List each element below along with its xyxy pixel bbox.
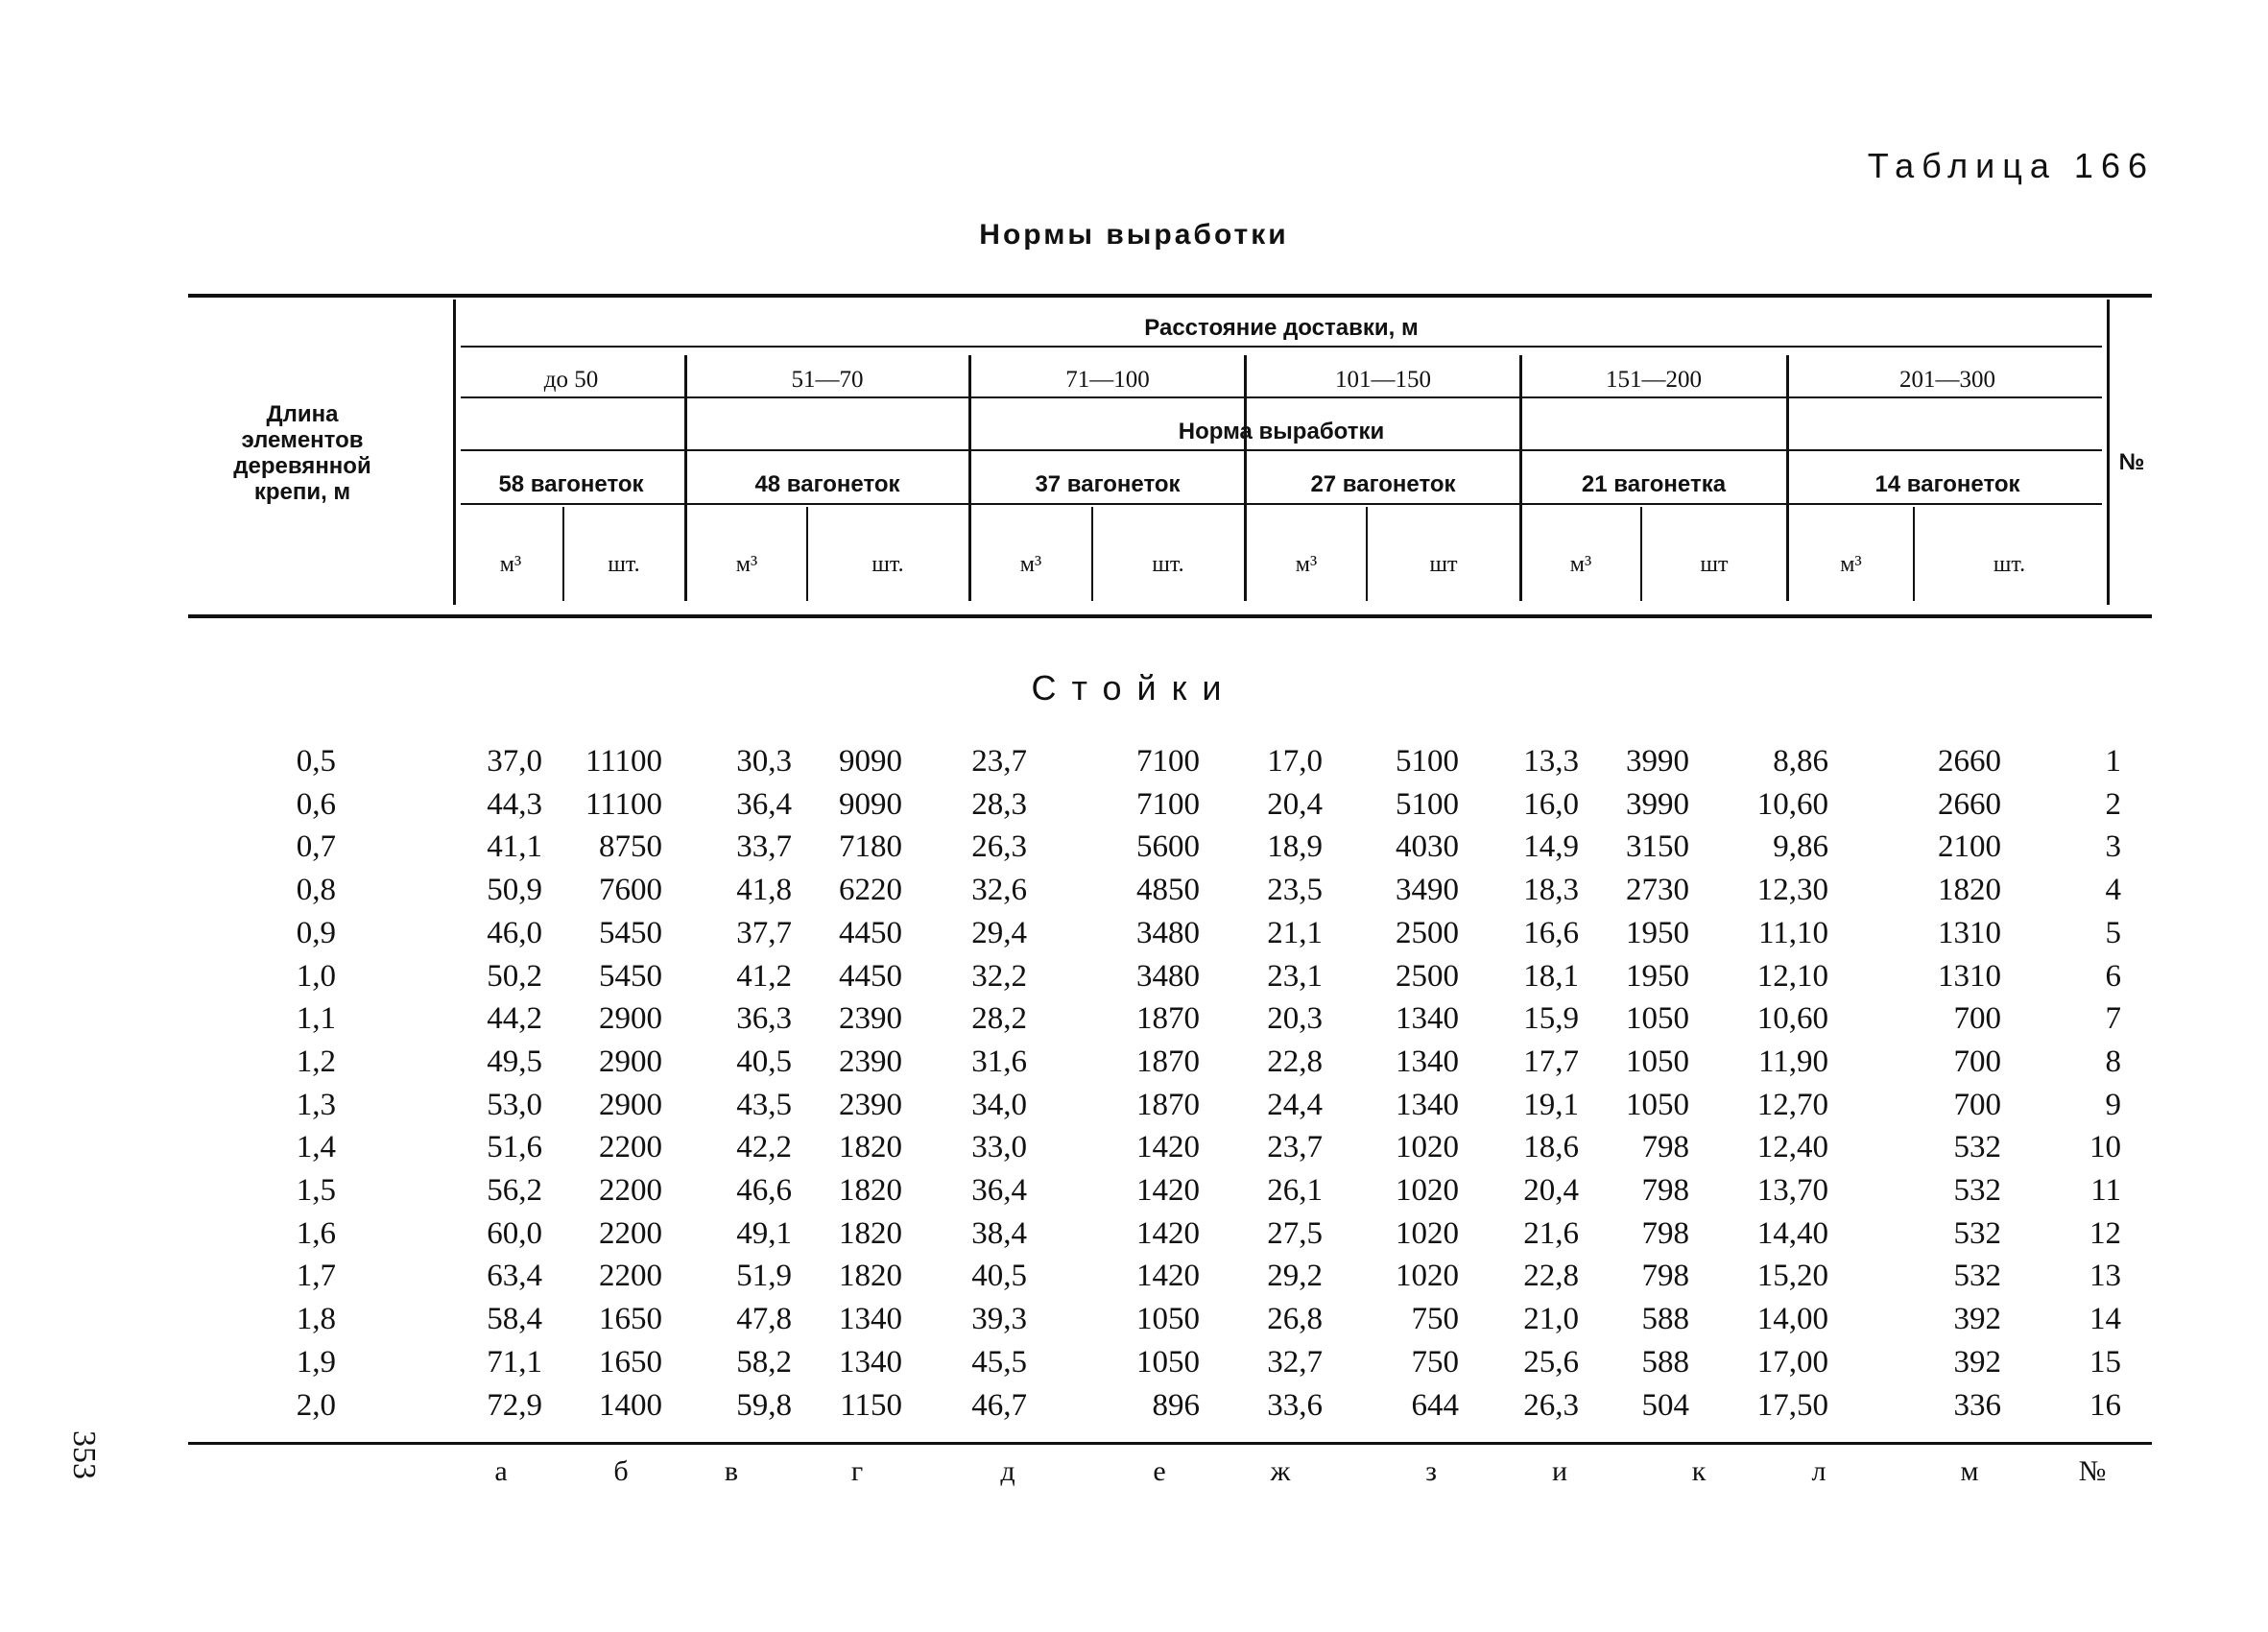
unit-m3: м³	[1569, 552, 1592, 577]
value-cell: 2390	[839, 1044, 902, 1079]
value-cell: 12,30	[1756, 873, 1828, 908]
value-cell: 2730	[1626, 873, 1689, 908]
length-cell: 1,4	[296, 1130, 336, 1165]
value-cell: 4850	[1136, 873, 1200, 908]
length-cell: 2,0	[296, 1387, 336, 1423]
value-cell: 1400	[599, 1387, 662, 1423]
value-cell: 17,00	[1756, 1344, 1828, 1380]
value-cell: 5600	[1136, 829, 1200, 865]
value-cell: 72,9	[487, 1387, 542, 1423]
value-cell: 1310	[1938, 915, 2001, 950]
value-cell: 1340	[839, 1302, 902, 1337]
group-divider-2	[968, 355, 971, 601]
value-cell: 16,6	[1523, 915, 1579, 950]
table-number-label: Таблица 166	[1867, 146, 2155, 185]
value-cell: 51,9	[736, 1259, 792, 1294]
column-letter: ж	[1270, 1455, 1291, 1487]
unit-divider-2	[806, 507, 808, 601]
value-cell: 7180	[839, 829, 902, 865]
value-cell: 798	[1641, 1215, 1689, 1251]
value-cell: 1340	[1396, 1001, 1459, 1037]
row-header-line: Длина	[266, 401, 339, 427]
value-cell: 23,5	[1267, 873, 1323, 908]
row-number-cell: 9	[2105, 1087, 2121, 1122]
distance-label: 101—150	[1335, 367, 1431, 393]
row-number-cell: 14	[2089, 1302, 2121, 1337]
value-cell: 532	[1953, 1259, 2001, 1294]
value-cell: 36,4	[736, 786, 792, 822]
value-cell: 21,1	[1267, 915, 1323, 950]
unit-divider-3	[1091, 507, 1093, 601]
value-cell: 1050	[1136, 1344, 1200, 1380]
value-cell: 41,1	[487, 829, 542, 865]
value-cell: 1870	[1136, 1087, 1200, 1122]
value-cell: 700	[1953, 1087, 2001, 1122]
value-cell: 13,70	[1756, 1173, 1828, 1208]
value-cell: 43,5	[736, 1087, 792, 1122]
value-cell: 1150	[840, 1387, 902, 1423]
value-cell: 36,4	[971, 1173, 1027, 1208]
value-cell: 12,40	[1756, 1130, 1828, 1165]
value-cell: 49,1	[736, 1215, 792, 1251]
value-cell: 40,5	[736, 1044, 792, 1079]
length-cell: 1,3	[296, 1087, 336, 1122]
value-cell: 59,8	[736, 1387, 792, 1423]
value-cell: 15,9	[1523, 1001, 1579, 1037]
value-cell: 18,9	[1267, 829, 1323, 865]
unit-pcs: шт.	[608, 552, 640, 577]
value-cell: 10,60	[1756, 1001, 1828, 1037]
value-cell: 1820	[839, 1259, 902, 1294]
value-cell: 588	[1641, 1302, 1689, 1337]
value-cell: 2500	[1396, 915, 1459, 950]
value-cell: 1420	[1136, 1173, 1200, 1208]
value-cell: 36,3	[736, 1001, 792, 1037]
value-cell: 32,2	[971, 958, 1027, 994]
unit-m3: м³	[499, 552, 522, 577]
group-divider-1	[684, 355, 687, 601]
value-cell: 798	[1641, 1259, 1689, 1294]
column-letter: а	[494, 1455, 508, 1487]
value-cell: 58,2	[736, 1344, 792, 1380]
row-header-line: элементов	[241, 427, 364, 453]
section-title: Стойки	[1031, 668, 1237, 708]
row-number-cell: 10	[2089, 1130, 2121, 1165]
page-number: 353	[66, 1430, 102, 1479]
value-cell: 2200	[599, 1259, 662, 1294]
unit-divider-5	[1640, 507, 1642, 601]
row-number-cell: 11	[2090, 1173, 2121, 1208]
value-cell: 24,4	[1267, 1087, 1323, 1122]
value-cell: 63,4	[487, 1259, 542, 1294]
value-cell: 700	[1953, 1001, 2001, 1037]
column-letter: м	[1960, 1455, 1979, 1487]
value-cell: 392	[1953, 1302, 2001, 1337]
value-cell: 8,86	[1773, 744, 1828, 779]
value-cell: 44,3	[487, 786, 542, 822]
length-cell: 0,7	[296, 829, 336, 865]
header-divider-right	[2107, 300, 2110, 605]
column-letter: г	[850, 1455, 864, 1487]
value-cell: 41,2	[736, 958, 792, 994]
value-cell: 18,1	[1523, 958, 1579, 994]
unit-m3: м³	[1019, 552, 1042, 577]
row-header	[192, 401, 413, 505]
value-cell: 18,3	[1523, 873, 1579, 908]
value-cell: 26,8	[1267, 1302, 1323, 1337]
value-cell: 25,6	[1523, 1344, 1579, 1380]
value-cell: 12,70	[1756, 1087, 1828, 1122]
norm-caption-rule	[461, 449, 2102, 451]
norm-label: 27 вагонеток	[1310, 471, 1456, 497]
value-cell: 896	[1152, 1387, 1200, 1423]
value-cell: 1050	[1626, 1044, 1689, 1079]
value-cell: 1950	[1626, 958, 1689, 994]
value-cell: 9090	[839, 786, 902, 822]
value-cell: 9090	[839, 744, 902, 779]
value-cell: 1870	[1136, 1001, 1200, 1037]
value-cell: 644	[1411, 1387, 1459, 1423]
column-letter: в	[724, 1455, 739, 1487]
value-cell: 45,5	[971, 1344, 1027, 1380]
norm-row-rule	[461, 503, 2102, 505]
row-number-cell: 16	[2089, 1387, 2121, 1423]
value-cell: 532	[1953, 1215, 2001, 1251]
length-cell: 0,6	[296, 786, 336, 822]
value-cell: 700	[1953, 1044, 2001, 1079]
value-cell: 11100	[585, 744, 662, 779]
value-cell: 3480	[1136, 915, 1200, 950]
row-number-cell: 8	[2105, 1044, 2121, 1079]
norm-label: 14 вагонеток	[1874, 471, 2020, 497]
value-cell: 33,0	[971, 1130, 1027, 1165]
value-cell: 31,6	[971, 1044, 1027, 1079]
row-number-cell: 12	[2089, 1215, 2121, 1251]
value-cell: 17,0	[1267, 744, 1323, 779]
value-cell: 1050	[1136, 1302, 1200, 1337]
header-bottom-rule	[188, 614, 2152, 618]
value-cell: 18,6	[1523, 1130, 1579, 1165]
value-cell: 15,20	[1756, 1259, 1828, 1294]
norm-label: 21 вагонетка	[1581, 471, 1727, 497]
length-cell: 1,6	[296, 1215, 336, 1251]
value-cell: 11,10	[1757, 915, 1828, 950]
value-cell: 1820	[1938, 873, 2001, 908]
value-cell: 8750	[599, 829, 662, 865]
column-letter: д	[1000, 1455, 1015, 1487]
value-cell: 28,3	[971, 786, 1027, 822]
group-divider-4	[1519, 355, 1522, 601]
value-cell: 532	[1953, 1173, 2001, 1208]
value-cell: 2200	[599, 1173, 662, 1208]
unit-m3: м³	[1840, 552, 1862, 577]
length-cell: 1,9	[296, 1344, 336, 1380]
value-cell: 5450	[599, 958, 662, 994]
length-cell: 1,1	[296, 1001, 336, 1037]
distance-label: до 50	[543, 367, 599, 393]
value-cell: 2900	[599, 1044, 662, 1079]
length-cell: 1,5	[296, 1173, 336, 1208]
row-number-cell: 4	[2105, 873, 2121, 908]
row-number-cell: 6	[2105, 958, 2121, 994]
value-cell: 2200	[599, 1130, 662, 1165]
length-cell: 1,8	[296, 1302, 336, 1337]
value-cell: 1870	[1136, 1044, 1200, 1079]
value-cell: 1650	[599, 1302, 662, 1337]
value-cell: 58,4	[487, 1302, 542, 1337]
row-header-line: деревянной	[233, 453, 371, 479]
column-letter: к	[1691, 1455, 1707, 1487]
value-cell: 2900	[599, 1001, 662, 1037]
value-cell: 2100	[1938, 829, 2001, 865]
value-cell: 1420	[1136, 1259, 1200, 1294]
value-cell: 2660	[1938, 744, 2001, 779]
value-cell: 37,7	[736, 915, 792, 950]
value-cell: 14,40	[1756, 1215, 1828, 1251]
column-letter: л	[1811, 1455, 1826, 1487]
value-cell: 23,7	[971, 744, 1027, 779]
length-cell: 1,0	[296, 958, 336, 994]
value-cell: 13,3	[1523, 744, 1579, 779]
unit-divider-1	[562, 507, 564, 601]
value-cell: 1820	[839, 1130, 902, 1165]
value-cell: 336	[1953, 1387, 2001, 1423]
norm-label: 58 вагонеток	[498, 471, 644, 497]
value-cell: 10,60	[1756, 786, 1828, 822]
value-cell: 7100	[1136, 744, 1200, 779]
value-cell: 51,6	[487, 1130, 542, 1165]
value-cell: 20,3	[1267, 1001, 1323, 1037]
value-cell: 2900	[599, 1087, 662, 1122]
value-cell: 3990	[1626, 786, 1689, 822]
row-number-cell: 7	[2105, 1001, 2121, 1037]
distance-label: 71—100	[1065, 367, 1150, 393]
value-cell: 50,9	[487, 873, 542, 908]
value-cell: 2500	[1396, 958, 1459, 994]
distance-caption: Расстояние доставки, м	[1144, 315, 1419, 341]
group-divider-5	[1786, 355, 1789, 601]
value-cell: 28,2	[971, 1001, 1027, 1037]
value-cell: 5100	[1396, 786, 1459, 822]
value-cell: 2390	[839, 1001, 902, 1037]
value-cell: 33,6	[1267, 1387, 1323, 1423]
value-cell: 22,8	[1523, 1259, 1579, 1294]
value-cell: 1020	[1396, 1215, 1459, 1251]
value-cell: 1340	[839, 1344, 902, 1380]
value-cell: 1020	[1396, 1173, 1459, 1208]
value-cell: 11,90	[1757, 1044, 1828, 1079]
value-cell: 5450	[599, 915, 662, 950]
value-cell: 32,6	[971, 873, 1027, 908]
distance-row-rule	[461, 396, 2102, 398]
value-cell: 60,0	[487, 1215, 542, 1251]
value-cell: 27,5	[1267, 1215, 1323, 1251]
value-cell: 504	[1641, 1387, 1689, 1423]
value-cell: 1340	[1396, 1044, 1459, 1079]
value-cell: 40,5	[971, 1259, 1027, 1294]
value-cell: 1820	[839, 1173, 902, 1208]
norm-label: 37 вагонеток	[1035, 471, 1181, 497]
value-cell: 2390	[839, 1087, 902, 1122]
row-number-cell: 1	[2105, 744, 2121, 779]
norm-caption: Норма выработки	[1178, 419, 1385, 444]
norm-label: 48 вагонеток	[754, 471, 900, 497]
value-cell: 1650	[599, 1344, 662, 1380]
value-cell: 1310	[1938, 958, 2001, 994]
value-cell: 3990	[1626, 744, 1689, 779]
footer-rule	[188, 1442, 2152, 1445]
column-letter: б	[613, 1455, 629, 1487]
length-cell: 0,8	[296, 873, 336, 908]
value-cell: 32,7	[1267, 1344, 1323, 1380]
value-cell: 49,5	[487, 1044, 542, 1079]
distance-caption-rule	[461, 346, 2102, 348]
value-cell: 17,7	[1523, 1044, 1579, 1079]
distance-label: 201—300	[1899, 367, 1995, 393]
value-cell: 9,86	[1773, 829, 1828, 865]
value-cell: 5100	[1396, 744, 1459, 779]
value-cell: 30,3	[736, 744, 792, 779]
value-cell: 4030	[1396, 829, 1459, 865]
value-cell: 33,7	[736, 829, 792, 865]
value-cell: 7600	[599, 873, 662, 908]
value-cell: 56,2	[487, 1173, 542, 1208]
value-cell: 588	[1641, 1344, 1689, 1380]
value-cell: 12,10	[1756, 958, 1828, 994]
row-number-cell: 5	[2105, 915, 2121, 950]
value-cell: 3480	[1136, 958, 1200, 994]
value-cell: 41,8	[736, 873, 792, 908]
value-cell: 21,6	[1523, 1215, 1579, 1251]
value-cell: 50,2	[487, 958, 542, 994]
value-cell: 23,1	[1267, 958, 1323, 994]
value-cell: 798	[1641, 1130, 1689, 1165]
value-cell: 3490	[1396, 873, 1459, 908]
group-divider-3	[1244, 355, 1247, 601]
unit-divider-4	[1366, 507, 1368, 601]
value-cell: 38,4	[971, 1215, 1027, 1251]
value-cell: 29,2	[1267, 1259, 1323, 1294]
table-title: Нормы выработки	[979, 219, 1289, 251]
value-cell: 1420	[1136, 1215, 1200, 1251]
value-cell: 4450	[839, 958, 902, 994]
value-cell: 392	[1953, 1344, 2001, 1380]
value-cell: 71,1	[487, 1344, 542, 1380]
unit-m3: м³	[735, 552, 758, 577]
unit-pcs: шт.	[871, 552, 904, 577]
value-cell: 1420	[1136, 1130, 1200, 1165]
distance-label: 51—70	[791, 367, 864, 393]
value-cell: 46,7	[971, 1387, 1027, 1423]
value-cell: 17,50	[1756, 1387, 1828, 1423]
unit-pcs: шт.	[1993, 552, 2026, 577]
value-cell: 2200	[599, 1215, 662, 1251]
header-divider-left	[453, 300, 456, 605]
value-cell: 20,4	[1267, 786, 1323, 822]
value-cell: 1020	[1396, 1130, 1459, 1165]
length-cell: 0,9	[296, 915, 336, 950]
value-cell: 11100	[585, 786, 662, 822]
length-cell: 1,2	[296, 1044, 336, 1079]
value-cell: 1340	[1396, 1087, 1459, 1122]
value-cell: 22,8	[1267, 1044, 1323, 1079]
value-cell: 46,6	[736, 1173, 792, 1208]
value-cell: 26,1	[1267, 1173, 1323, 1208]
value-cell: 42,2	[736, 1130, 792, 1165]
value-cell: 3150	[1626, 829, 1689, 865]
value-cell: 44,2	[487, 1001, 542, 1037]
unit-pcs: шт.	[1152, 552, 1184, 577]
row-header-line: крепи, м	[253, 479, 351, 505]
value-cell: 532	[1953, 1130, 2001, 1165]
length-cell: 1,7	[296, 1259, 336, 1294]
value-cell: 1050	[1626, 1087, 1689, 1122]
value-cell: 6220	[839, 873, 902, 908]
column-letter: и	[1551, 1455, 1568, 1487]
value-cell: 19,1	[1523, 1087, 1579, 1122]
column-letter: з	[1425, 1455, 1437, 1487]
length-cell: 0,5	[296, 744, 336, 779]
value-cell: 21,0	[1523, 1302, 1579, 1337]
value-cell: 1050	[1626, 1001, 1689, 1037]
value-cell: 1020	[1396, 1259, 1459, 1294]
row-number-cell: 15	[2089, 1344, 2121, 1380]
value-cell: 750	[1411, 1302, 1459, 1337]
value-cell: 16,0	[1523, 786, 1579, 822]
value-cell: 23,7	[1267, 1130, 1323, 1165]
value-cell: 4450	[839, 915, 902, 950]
value-cell: 53,0	[487, 1087, 542, 1122]
value-cell: 798	[1641, 1173, 1689, 1208]
number-column-header: №	[2118, 449, 2145, 475]
value-cell: 34,0	[971, 1087, 1027, 1122]
unit-divider-6	[1913, 507, 1915, 601]
column-letter: е	[1153, 1455, 1166, 1487]
distance-label: 151—200	[1606, 367, 1702, 393]
value-cell: 29,4	[971, 915, 1027, 950]
unit-pcs: шт	[1700, 552, 1729, 577]
value-cell: 26,3	[971, 829, 1027, 865]
unit-pcs: шт	[1429, 552, 1458, 577]
row-number-cell: 2	[2105, 786, 2121, 822]
value-cell: 20,4	[1523, 1173, 1579, 1208]
value-cell: 14,00	[1756, 1302, 1828, 1337]
value-cell: 7100	[1136, 786, 1200, 822]
value-cell: 47,8	[736, 1302, 792, 1337]
row-number-cell: 13	[2089, 1259, 2121, 1294]
value-cell: 2660	[1938, 786, 2001, 822]
value-cell: 39,3	[971, 1302, 1027, 1337]
value-cell: 46,0	[487, 915, 542, 950]
header-top-rule	[188, 294, 2152, 298]
row-number-cell: 3	[2105, 829, 2121, 865]
value-cell: 37,0	[487, 744, 542, 779]
value-cell: 750	[1411, 1344, 1459, 1380]
value-cell: 14,9	[1523, 829, 1579, 865]
column-letter: №	[2078, 1455, 2107, 1487]
unit-m3: м³	[1295, 552, 1318, 577]
value-cell: 1820	[839, 1215, 902, 1251]
value-cell: 1950	[1626, 915, 1689, 950]
value-cell: 26,3	[1523, 1387, 1579, 1423]
